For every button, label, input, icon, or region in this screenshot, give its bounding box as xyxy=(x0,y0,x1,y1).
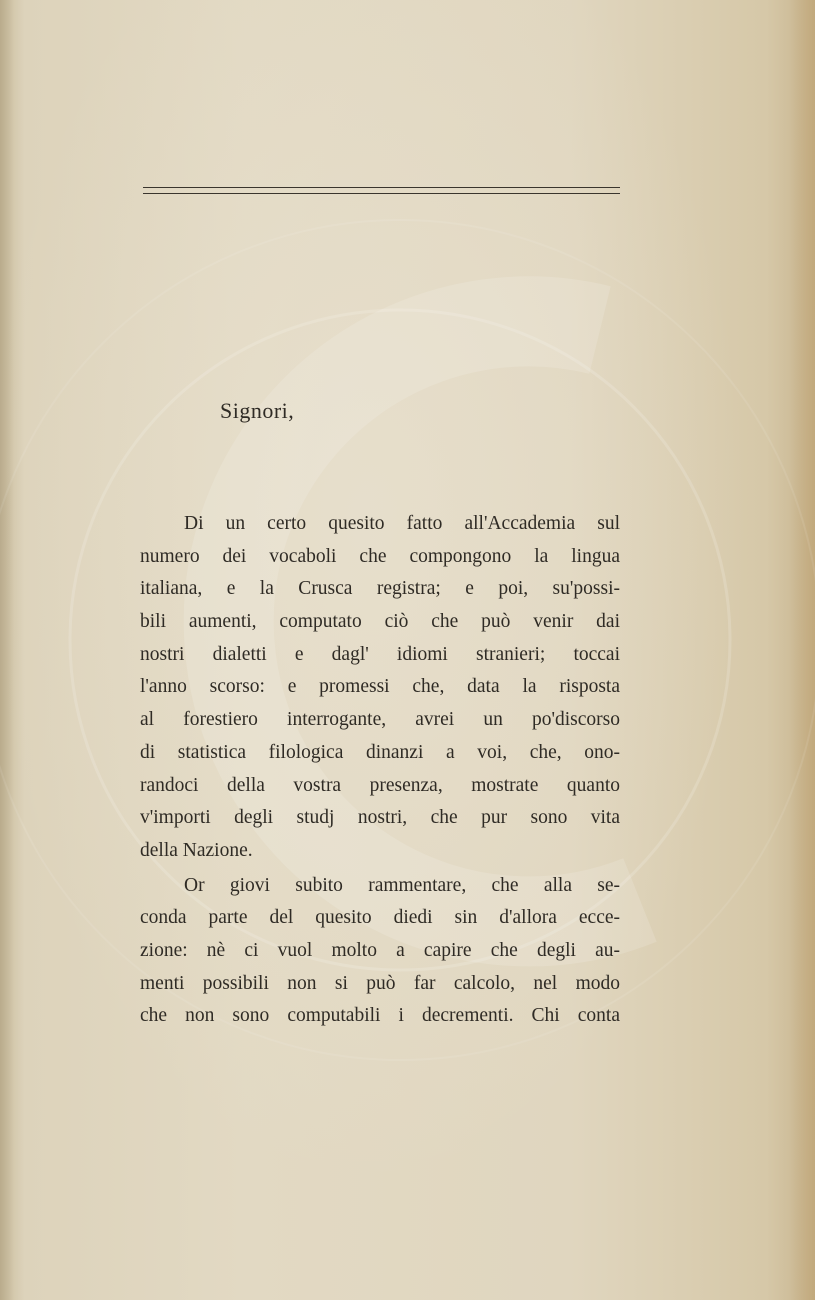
text-line: conda parte del quesito diedi sin d'allora ecce- xyxy=(140,907,620,929)
text-line: numero dei vocaboli che compongono la lingua xyxy=(140,545,620,567)
text-line: nostri dialetti e dagl' idiomi stranieri; toccai xyxy=(140,643,620,665)
text-line: v'importi degli studj nostri, che pur sono vita xyxy=(140,807,620,829)
text-line: bili aumenti, computato ciò che può venir dai xyxy=(140,611,620,633)
text-line: l'anno scorso: e promessi che, data la risposta xyxy=(140,676,620,698)
rule-line-bottom xyxy=(143,193,620,194)
header-double-rule xyxy=(143,187,620,196)
body-text xyxy=(140,508,620,1033)
text-line: menti possibili non si può far calcolo, nel modo xyxy=(140,972,620,994)
salutation-heading: Signori, xyxy=(220,398,295,423)
text-line: Or giovi subito rammentare, che alla se- xyxy=(184,874,620,896)
text-line: della Nazione. xyxy=(140,839,253,861)
paragraph-1 xyxy=(140,508,620,868)
text-line: al forestiero interrogante, avrei un po'discorso xyxy=(140,709,620,731)
text-line: italiana, e la Crusca registra; e poi, su'possi- xyxy=(140,578,620,600)
text-line: randoci della vostra presenza, mostrate quanto xyxy=(140,774,620,796)
rule-line-top xyxy=(143,187,620,188)
text-line: zione: nè ci vuol molto a capire che degli au- xyxy=(140,939,620,961)
text-line: di statistica filologica dinanzi a voi, che, ono- xyxy=(140,741,620,763)
text-line: che non sono computabili i decrementi. Chi conta xyxy=(140,1005,620,1027)
paragraph-2 xyxy=(140,870,620,1033)
text-line: Di un certo quesito fatto all'Accademia sul xyxy=(184,513,620,534)
